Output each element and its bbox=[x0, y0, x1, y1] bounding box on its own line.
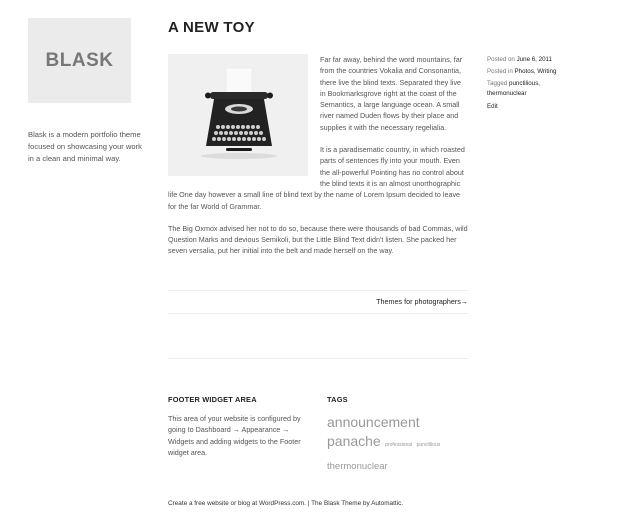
automattic-link[interactable]: Automattic bbox=[371, 500, 402, 507]
typewriter-photo bbox=[168, 54, 308, 176]
tag-link-punctilious[interactable]: punctilious bbox=[509, 80, 539, 87]
paragraph-2: It is a paradisematic country, in which roasted parts of sentences fly into your mouth. Even the all-powerful Pointing has no control about the blind texts it is an almost unorthographic life One day however a small line of blind text by the name of Lorem Ipsum decided to leave for the far World of Grammar. bbox=[168, 145, 465, 211]
site-logo[interactable] bbox=[28, 18, 131, 103]
tag-cloud bbox=[327, 413, 467, 476]
tag-punctilious[interactable]: punctilious bbox=[416, 442, 441, 448]
typewriter-illustration bbox=[168, 54, 308, 176]
post-title[interactable]: A NEW TOY bbox=[168, 19, 255, 36]
site-footer bbox=[168, 500, 403, 507]
next-post-link[interactable]: Themes for photographers→ bbox=[376, 297, 468, 306]
wordpress-link[interactable]: Create a free website or blog at WordPress.com. bbox=[168, 500, 307, 507]
category-link-writing[interactable]: Writing bbox=[537, 68, 557, 75]
footer-end: . bbox=[401, 500, 404, 507]
post-date-link[interactable]: June 6, 2011 bbox=[516, 56, 552, 63]
tag-announcement[interactable]: announcement bbox=[327, 414, 420, 430]
meta-edit-row bbox=[487, 102, 577, 112]
site-logo-text: BLASK bbox=[45, 49, 114, 71]
post-meta bbox=[487, 55, 577, 114]
posted-on-label: Posted on bbox=[487, 56, 515, 63]
footer-separator: | The Blask Theme by bbox=[306, 500, 372, 507]
footer-widget-text: This area of your website is configured by going to Dashboard → Appearance → Widgets and adding widgets to the Footer widget area. bbox=[168, 414, 301, 457]
tags-widget-title: TAGS bbox=[327, 395, 348, 404]
tagged-label: Tagged bbox=[487, 80, 508, 87]
edit-link[interactable]: Edit bbox=[487, 103, 498, 110]
site-tagline: Blask is a modern portfolio theme focused on showcasing your work in a clean and minimal way. bbox=[28, 130, 142, 163]
meta-tags-row: Tagged punctilious, thermonuclear bbox=[487, 80, 541, 97]
tag-professional[interactable]: professional bbox=[385, 442, 413, 448]
paragraph-1: Far far away, behind the word mountains, far from the countries Vokalia and Consonantia, there live the blind texts. Separated they live in Bookmarksgrove right at the coast of the Semantics, a large language ocean. A small river named Duden flows by their place and supplies it with the necessary regelialia. bbox=[320, 55, 463, 132]
tag-panache[interactable]: panache bbox=[327, 433, 381, 449]
category-link-photos[interactable]: Photos bbox=[514, 68, 534, 75]
meta-category-row: Posted in Photos, Writing bbox=[487, 68, 557, 75]
paragraph-3: The Big Oxmox advised her not to do so, because there were thousands of bad Commas, wild Question Marks and devious Semikoli, but the Little Blind Text didn't listen. She packed her seven versalia, put her initial into the belt and made herself on the way. bbox=[168, 223, 468, 256]
footer-divider bbox=[168, 358, 468, 359]
meta-date-row bbox=[487, 55, 577, 65]
posted-in-label: Posted in bbox=[487, 68, 513, 75]
nav-divider-bottom bbox=[168, 313, 468, 314]
footer-widget-title: FOOTER WIDGET AREA bbox=[168, 395, 257, 404]
nav-divider-top bbox=[168, 290, 468, 291]
post-content bbox=[168, 54, 468, 268]
tag-link-thermonuclear[interactable]: thermonuclear bbox=[487, 90, 527, 97]
tag-thermonuclear[interactable]: thermonuclear bbox=[327, 461, 388, 472]
